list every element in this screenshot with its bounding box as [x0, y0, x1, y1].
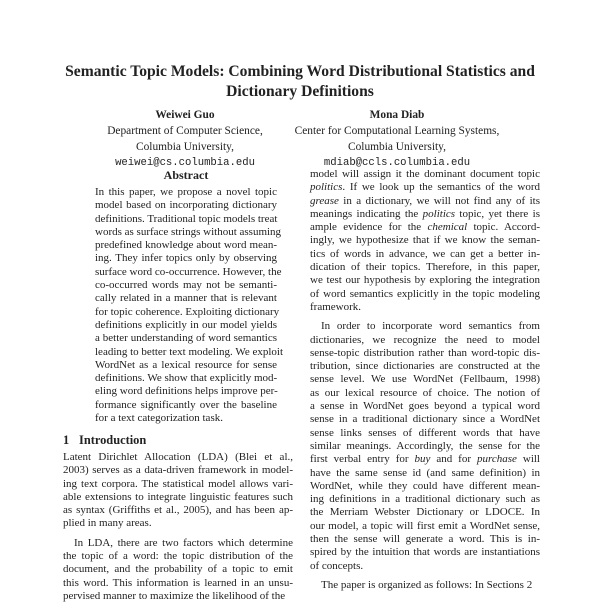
- text-segment: In LDA, there are two factors which determine: [74, 536, 293, 549]
- author-affiliation: Columbia University,: [348, 141, 446, 153]
- text-line: [63, 491, 293, 504]
- text-line: [95, 292, 277, 305]
- paragraph: [63, 451, 293, 531]
- text-line: [310, 579, 540, 592]
- text-segment: WordNet, while they could have different mean-: [310, 479, 540, 492]
- right-column-paragraphs: [310, 168, 540, 592]
- text-segment: In this paper, we propose a novel topic: [95, 186, 277, 198]
- text-line: [310, 334, 540, 347]
- text-line: [95, 399, 277, 412]
- text-line: [63, 563, 293, 576]
- text-line: [310, 248, 540, 261]
- paragraph: [95, 186, 284, 425]
- text-segment: ingly, we hypothesize that if we know the seman-: [310, 234, 540, 247]
- text-line: [310, 440, 540, 453]
- paragraph: [63, 537, 293, 603]
- text-segment: ing definitions in a traditional dictionary such as: [310, 493, 540, 506]
- text-segment: surface word co-occurrence. However, the: [95, 265, 282, 278]
- emphasized-term: politics: [310, 181, 343, 194]
- text-segment: this word. This information is learned in an unsu-: [63, 576, 293, 589]
- text-segment: then the sense will generate a word. This is in-: [310, 533, 540, 546]
- text-segment: plied in many areas.: [63, 517, 152, 530]
- text-segment: The paper is organized as follows: In Sections 2: [321, 578, 533, 591]
- text-line: [95, 319, 277, 332]
- text-segment: for topic coherence. Exploiting dictionary: [95, 305, 280, 318]
- emphasized-term: grease: [310, 194, 339, 207]
- text-line: [63, 478, 293, 491]
- emphasized-term: politics: [422, 207, 456, 220]
- text-segment: WordNet as a lexical resource for sense: [95, 358, 277, 371]
- text-line: [310, 221, 540, 234]
- text-segment: similar meanings. Accordingly, the sense for the: [310, 439, 540, 452]
- paper-title-line-2: Dictionary Definitions: [226, 83, 374, 100]
- text-segment: model will assign it the dominant document topic: [310, 168, 540, 180]
- text-segment: sense links senses of different words that have: [310, 426, 540, 439]
- text-segment: the Merriam Webster Dictionary or LDOCE. In: [310, 506, 540, 519]
- paragraph: [310, 168, 540, 314]
- text-segment: framework.: [310, 300, 362, 313]
- section-number: 1: [63, 433, 70, 448]
- author-block-1: [105, 107, 265, 171]
- paper-title-line-1: Semantic Topic Models: Combining Word Distributional Statistics and: [65, 63, 535, 80]
- text-line: [95, 332, 277, 345]
- text-line: [310, 533, 540, 546]
- text-line: [310, 320, 540, 333]
- text-line: [310, 546, 540, 559]
- text-segment: dication of their topics. Therefore, in this paper,: [310, 261, 540, 274]
- text-segment: we test our hypothesis by exploring the integration: [310, 274, 540, 287]
- text-line: [63, 504, 293, 517]
- text-line: [310, 234, 540, 247]
- section-title: Introduction: [79, 433, 147, 448]
- text-line: [310, 208, 540, 221]
- text-segment: and for: [430, 453, 477, 466]
- text-line: [63, 451, 293, 464]
- text-segment: Latent Dirichlet Allocation (LDA) (Blei et al.,: [63, 451, 293, 463]
- text-line: [310, 288, 540, 301]
- text-segment: tics of words in advance, we can get a better in-: [310, 247, 540, 260]
- text-segment: as our lexical resource of choice. The notion of: [310, 386, 540, 399]
- text-segment: sense level. We use WordNet (Fellbaum, 1998): [310, 373, 540, 386]
- text-segment: spired by the intuition that words are instantiations: [310, 546, 540, 559]
- text-segment: ample evidence for the: [310, 221, 428, 234]
- text-line: [310, 400, 540, 413]
- text-line: [310, 261, 540, 274]
- text-line: [63, 577, 293, 590]
- text-segment: ing text corpora. The statistical model allows vari-: [63, 477, 293, 490]
- introduction-paragraphs: [63, 451, 293, 603]
- text-segment: sense-topic distribution rather than word-topic dis-: [310, 346, 540, 359]
- text-line: [310, 360, 540, 373]
- text-segment: first verbal entry for: [310, 453, 415, 466]
- text-segment: the topic of a word: the topic distribution of the: [63, 550, 293, 563]
- text-line: [95, 412, 277, 425]
- text-line: [310, 506, 540, 519]
- abstract-body: [63, 186, 284, 450]
- text-line: [63, 464, 293, 477]
- text-line: [95, 186, 277, 199]
- text-segment: a better understanding of word semantics: [95, 332, 277, 345]
- text-line: [95, 385, 277, 398]
- text-line: [310, 195, 540, 208]
- text-line: [95, 305, 280, 319]
- text-segment: model based on incorporating dictionary: [95, 199, 277, 212]
- abstract-heading: Abstract: [163, 168, 209, 182]
- section-heading-introduction: [63, 431, 303, 450]
- text-segment: sense in a traditional dictionary since a WordNet: [310, 413, 540, 426]
- text-segment: In order to incorporate word semantics from: [321, 320, 540, 333]
- text-segment: eling word definitions helps improve per-: [95, 385, 278, 398]
- text-segment: have the same sense id (and same definition) in: [310, 466, 540, 479]
- author-email: weiwei@cs.columbia.edu: [115, 157, 255, 169]
- text-segment: predefined knowledge about word mean-: [95, 239, 277, 252]
- author-name: Mona Diab: [369, 109, 425, 121]
- text-segment: 2003) serves as a data-driven framework in model-: [63, 464, 293, 477]
- text-segment: of concepts.: [310, 559, 364, 572]
- text-segment: definitions. Traditional topic models treat: [95, 212, 278, 225]
- text-segment: cally related in a manner that is relevant: [95, 292, 277, 305]
- text-line: [95, 359, 277, 372]
- text-line: [310, 493, 540, 506]
- text-segment: ing. They infer topics only by observing: [95, 252, 277, 265]
- text-line: [310, 520, 540, 533]
- text-line: [310, 301, 540, 314]
- author-block-2: [282, 107, 512, 171]
- text-segment: topic. Accord-: [467, 221, 540, 234]
- text-line: [95, 372, 277, 385]
- text-segment: for a text categorization task.: [95, 412, 223, 425]
- text-line: [95, 213, 277, 226]
- text-segment: our model, a topic will first emit a WordNet sense,: [310, 519, 540, 532]
- text-line: [95, 225, 282, 239]
- text-line: [310, 373, 540, 386]
- text-line: [63, 590, 293, 603]
- right-column-body: [310, 168, 540, 598]
- text-line: [95, 199, 277, 212]
- author-affiliation: Columbia University,: [136, 141, 234, 153]
- text-line: [310, 274, 540, 287]
- text-line: [63, 550, 293, 563]
- text-line: [95, 345, 284, 359]
- abstract-paragraphs: [95, 186, 284, 425]
- text-line: [63, 537, 293, 550]
- text-segment: formance significantly over the baseline: [95, 398, 277, 411]
- text-segment: . If we look up the semantics of the word: [342, 181, 540, 194]
- text-segment: definitions. We show that explicitly mod-: [95, 372, 278, 385]
- text-line: [310, 467, 540, 480]
- text-segment: of word semantics explicitly in the topic modeling: [310, 287, 540, 300]
- text-segment: a sense in WordNet goes beyond a typical word: [310, 400, 540, 413]
- text-segment: definitions explicitly in our model yields: [95, 318, 277, 331]
- emphasized-term: chemical: [427, 221, 468, 234]
- author-email: mdiab@ccls.columbia.edu: [323, 157, 471, 169]
- text-segment: document, and the probability of a topic to emit: [63, 563, 293, 576]
- text-line: [95, 279, 277, 292]
- text-line: [310, 181, 540, 194]
- text-line: [95, 239, 277, 252]
- introduction-body: [63, 451, 293, 609]
- text-line: [310, 480, 540, 493]
- text-line: [95, 265, 282, 279]
- author-affiliation: Center for Computational Learning Systems,: [294, 125, 500, 137]
- text-line: [310, 168, 540, 181]
- text-line: [310, 427, 540, 440]
- text-segment: pervised manner to maximize the likelihood of the: [63, 589, 286, 602]
- text-line: [310, 453, 540, 466]
- text-segment: words as surface strings without assuming: [95, 225, 282, 238]
- text-line: [310, 347, 540, 360]
- text-segment: leading to better text modeling. We exploit: [95, 345, 284, 358]
- text-line: [310, 413, 540, 426]
- text-segment: topic, yet there is: [455, 207, 540, 220]
- emphasized-term: purchase: [476, 453, 517, 466]
- emphasized-term: buy: [414, 453, 431, 466]
- text-line: [310, 387, 540, 400]
- author-affiliation: Department of Computer Science,: [107, 125, 263, 137]
- text-segment: dictionaries, we recognize the need to model: [310, 333, 540, 346]
- author-name: Weiwei Guo: [155, 109, 215, 121]
- text-segment: able extensions to integrate linguistic features such: [63, 490, 293, 503]
- text-segment: tribution, since dictionaries are constructed at the: [310, 360, 540, 373]
- text-segment: co-occurred words may not be semanti-: [95, 279, 277, 292]
- text-line: [95, 252, 277, 265]
- text-segment: as syntax (Griffiths et al., 2005), and has been ap-: [63, 504, 293, 517]
- text-segment: meanings indicating the: [310, 207, 423, 220]
- text-segment: in a dictionary, we will not find any of its: [338, 194, 540, 207]
- paragraph: [310, 579, 540, 592]
- text-line: [310, 560, 540, 573]
- paragraph: [310, 320, 540, 573]
- text-segment: will: [516, 453, 540, 466]
- text-line: [63, 517, 293, 530]
